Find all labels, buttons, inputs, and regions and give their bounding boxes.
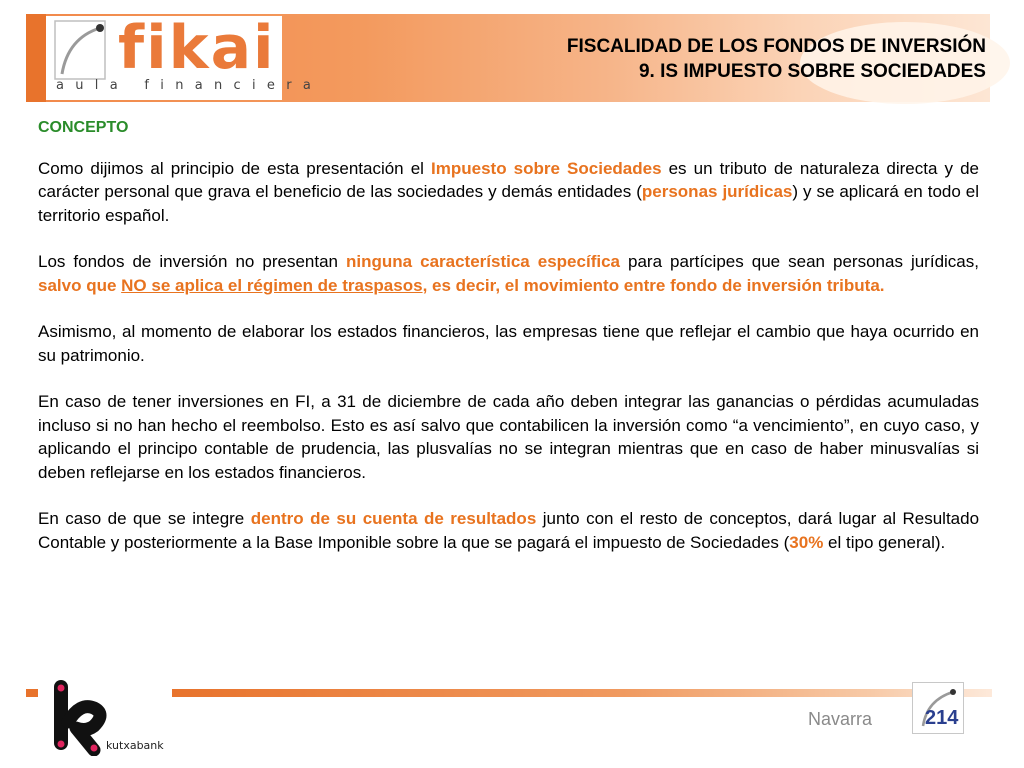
header-stripe — [26, 14, 46, 102]
p1-text-e: ) y se aplicará en todo el territorio español. — [38, 182, 980, 225]
p1-highlight-personas: personas jurídicas — [641, 182, 793, 201]
p2-highlight-tributa: , es decir, el movimiento entre fondo de inversión tributa. — [422, 275, 885, 295]
p2-text-a: Los fondos de inversión no presentan — [38, 252, 346, 271]
region-label: Navarra — [808, 709, 873, 729]
paragraph-4: En caso de tener inversiones en FI, a 31 de diciembre de cada año deben integrar las ganancias o pérdidas acumuladas incluso si no han hecho el reembolso. Esto es así salvo que contabilicen la inversión como “a vencimiento”, en cuyo caso, y aplicando el principo contable de prudencia, las plusvalías no se integran mientras que en caso de haber minusvalías si deben reflejarse en los estados financieros. — [38, 392, 979, 482]
slide-header — [0, 0, 1024, 104]
paragraph-3: Asimismo, al momento de elaborar los estados financieros, las empresas tiene que reflejar el cambio que haya ocurrido en su patrimonio. — [38, 322, 979, 365]
footer-bar — [172, 689, 992, 697]
p1-text-c: es un tributo de naturaleza directa y de carácter personal que grava el beneficio de las sociedades y demás entidades ( — [38, 158, 979, 201]
p5-text-e: el tipo general). — [823, 532, 946, 552]
page-number: 214 — [925, 707, 959, 729]
fikai-emblem-icon — [54, 20, 106, 80]
paragraph-5 — [38, 507, 979, 554]
fikai-logo-tagline: aula financiera — [56, 78, 323, 93]
fikai-logo-word: fikai — [118, 13, 276, 83]
p5-highlight-cuenta: dentro de su cuenta de resultados — [250, 509, 537, 528]
footer-bar-left — [26, 689, 38, 697]
fikai-logo — [46, 13, 323, 100]
p2-text-c: para partícipes que sean personas jurídicas, — [619, 252, 979, 271]
p2-highlight-salvo: salvo que — [38, 275, 122, 295]
slide-title — [567, 34, 986, 84]
slide-title-line-2: 9. IS IMPUESTO SOBRE SOCIEDADES — [638, 61, 986, 82]
p5-highlight-percent: 30% — [789, 532, 824, 552]
kutxabank-label: kutxabank — [106, 739, 164, 752]
paragraph-1 — [38, 157, 979, 228]
slide-content — [38, 116, 979, 577]
section-heading: CONCEPTO — [38, 119, 129, 136]
paragraph-2 — [38, 250, 979, 297]
p2-highlight-ninguna: ninguna característica específica — [346, 252, 620, 271]
p5-text-c: junto con el resto de conceptos, dará lugar al Resultado Contable y posteriormente a la Base Imponible sobre la que se pagará el impuesto de Sociedades ( — [38, 509, 980, 552]
p1-highlight-impuesto: Impuesto sobre Sociedades — [431, 158, 662, 178]
p2-highlight-traspasos: NO se aplica el régimen de traspasos — [121, 275, 423, 295]
p1-text-a: Como dijimos al principio de esta presentación el — [38, 158, 432, 178]
p5-text-a: En caso de que se integre — [38, 509, 251, 528]
kutxabank-k-icon — [50, 678, 110, 756]
slide-title-line-1: FISCALIDAD DE LOS FONDOS DE INVERSIÓN — [566, 36, 986, 57]
